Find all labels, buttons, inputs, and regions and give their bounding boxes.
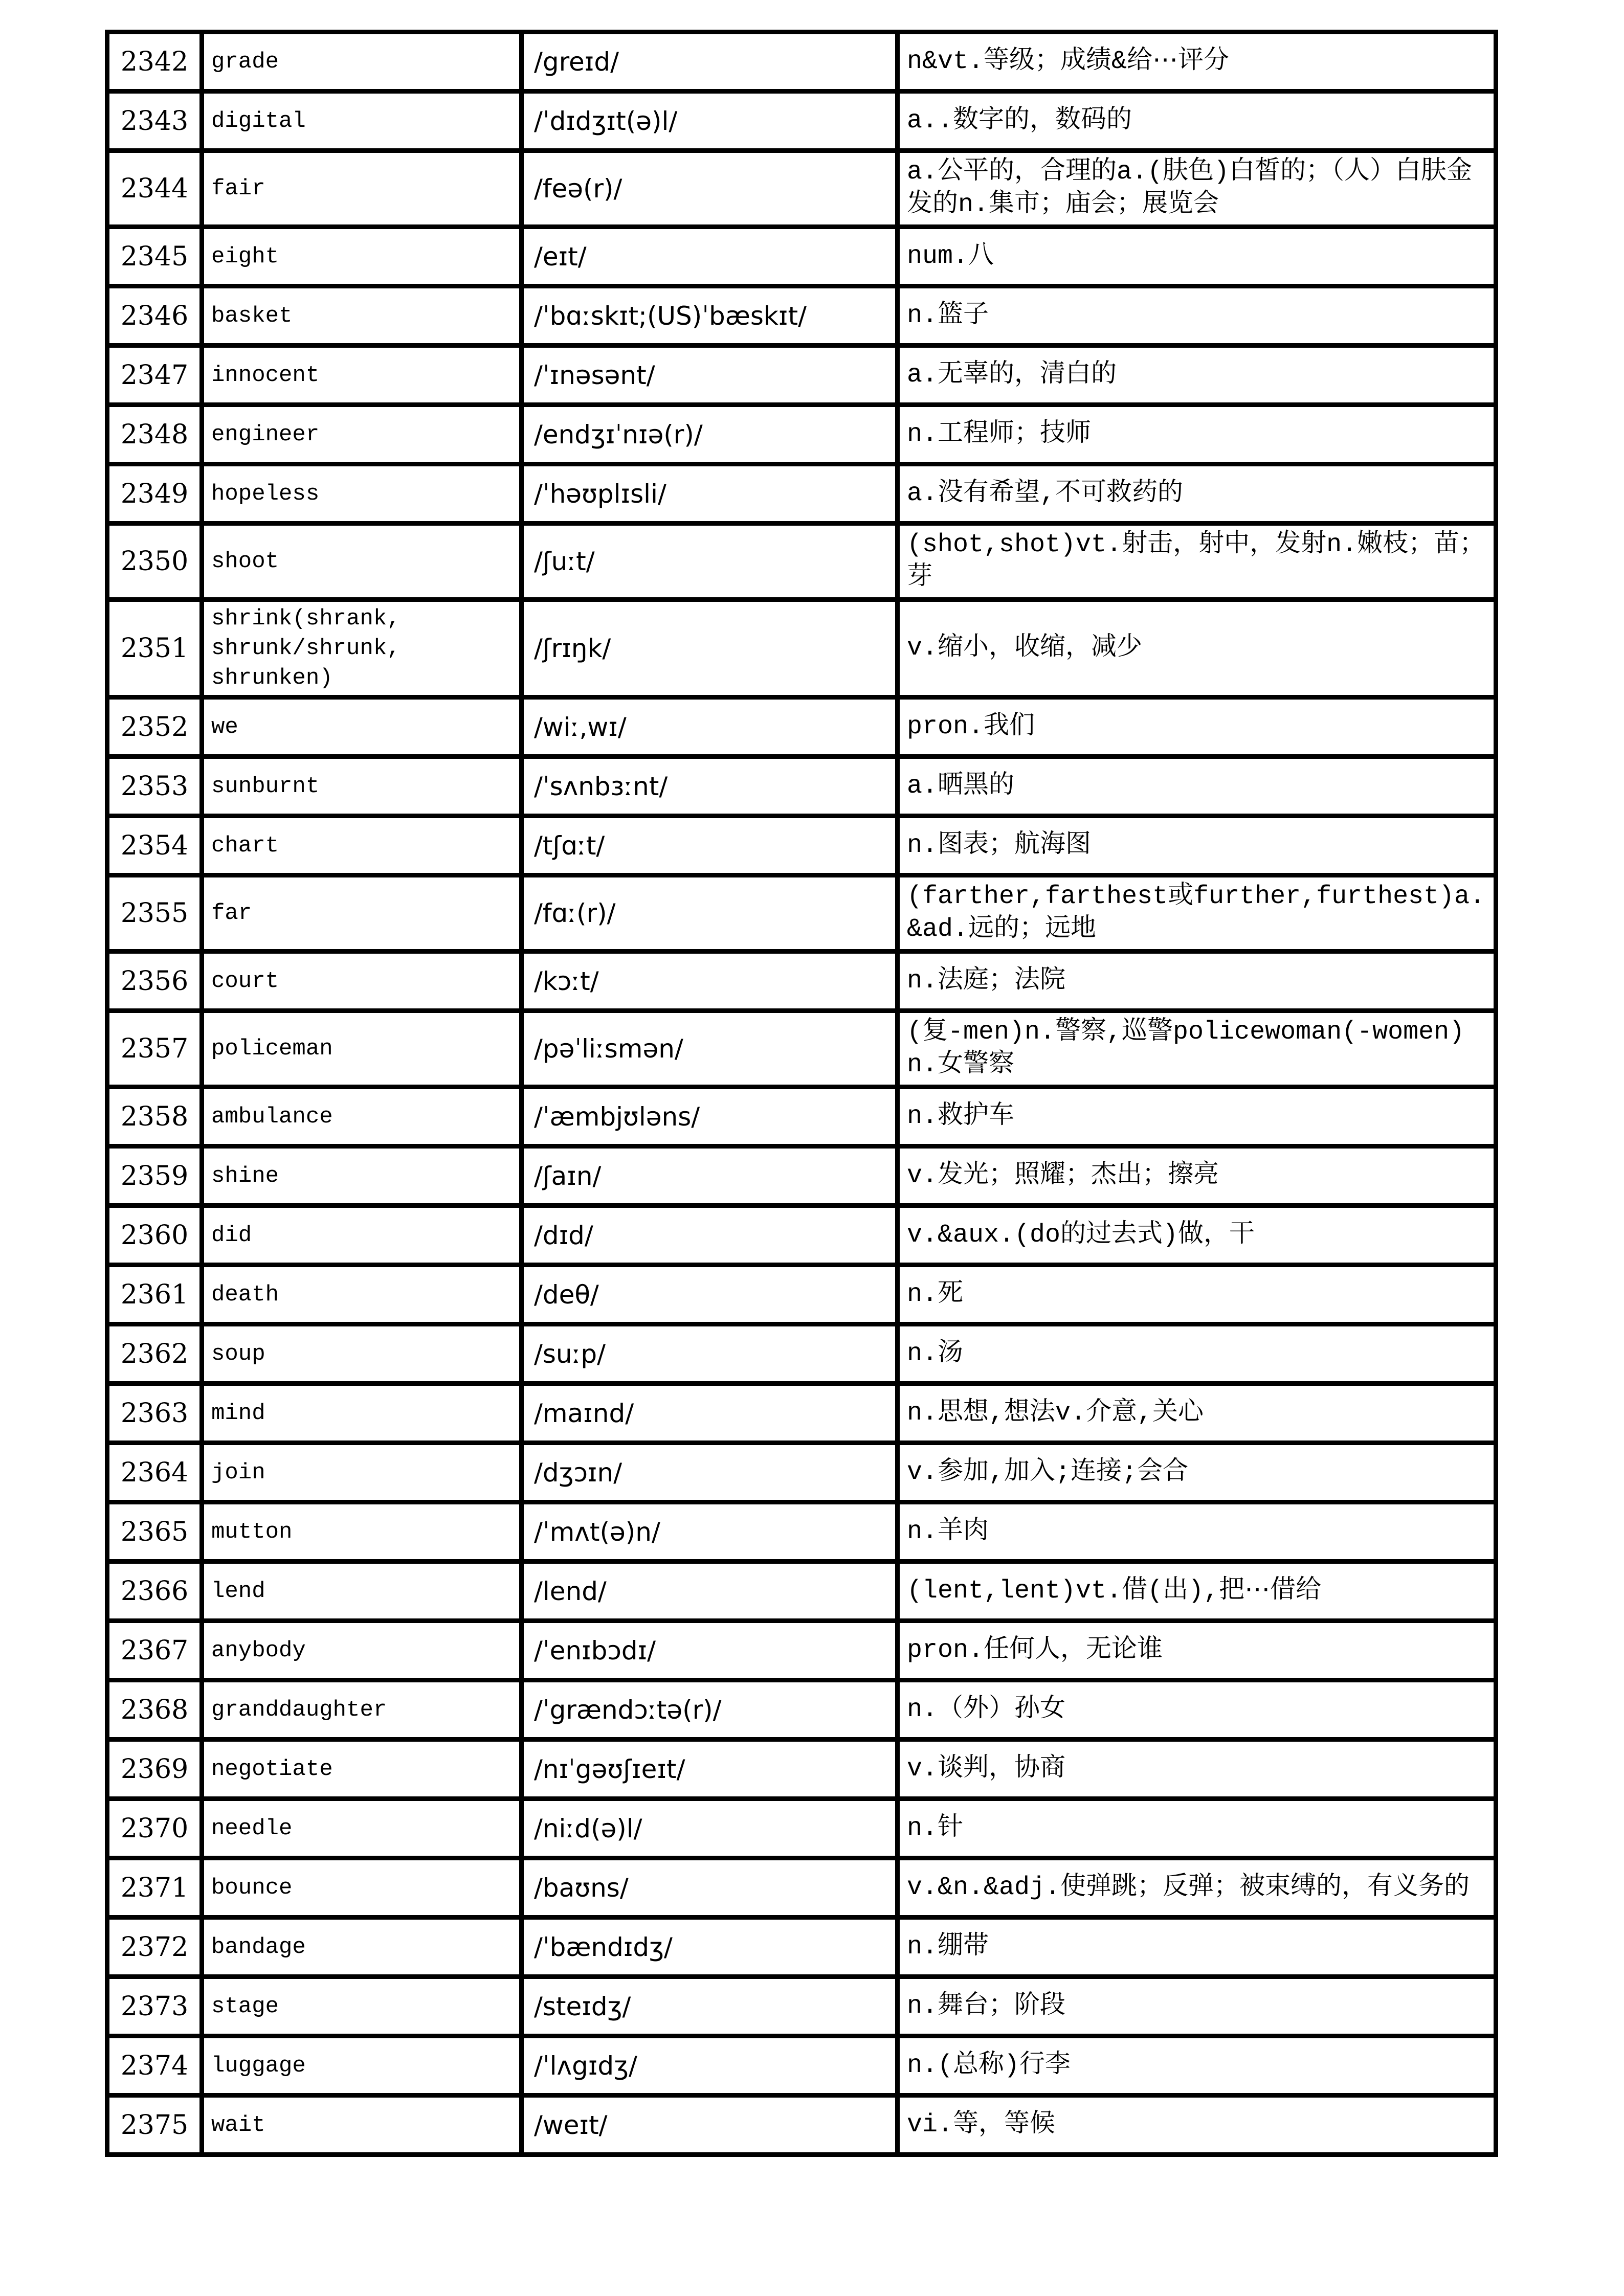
meaning-cell: num.八 [898, 227, 1496, 286]
row-index-cell: 2362 [107, 1324, 202, 1384]
phonetic-cell: /baʊns/ [522, 1858, 898, 1918]
phonetic-cell: /nɪˈgəʊʃɪeɪt/ [522, 1740, 898, 1799]
row-index-cell: 2359 [107, 1146, 202, 1206]
table-row [107, 1680, 1496, 1740]
table-row [107, 1799, 1496, 1858]
table-row [107, 816, 1496, 875]
phonetic-cell: /ʃaɪn/ [522, 1146, 898, 1206]
meaning-cell: v.谈判，协商 [898, 1740, 1496, 1799]
meaning-cell: pron.任何人，无论谁 [898, 1621, 1496, 1680]
row-index-cell: 2363 [107, 1384, 202, 1443]
row-index-cell: 2358 [107, 1087, 202, 1146]
phonetic-cell: /dɪd/ [522, 1206, 898, 1265]
row-index-cell: 2368 [107, 1680, 202, 1740]
meaning-cell: v.&n.&adj.使弹跳；反弹；被束缚的，有义务的 [898, 1858, 1496, 1918]
phonetic-cell: /lend/ [522, 1562, 898, 1621]
meaning-cell: n.工程师；技师 [898, 405, 1496, 464]
meaning-cell: n.图表；航海图 [898, 816, 1496, 875]
meaning-cell: n.羊肉 [898, 1502, 1496, 1562]
row-index-cell: 2344 [107, 151, 202, 227]
word-cell: needle [202, 1799, 522, 1858]
meaning-cell: vi.等，等候 [898, 2096, 1496, 2155]
word-cell: negotiate [202, 1740, 522, 1799]
meaning-cell: n.死 [898, 1265, 1496, 1324]
table-row [107, 1384, 1496, 1443]
row-index-cell: 2343 [107, 92, 202, 151]
row-index-cell: 2361 [107, 1265, 202, 1324]
phonetic-cell: /ˈɪnəsənt/ [522, 346, 898, 405]
phonetic-cell: /greɪd/ [522, 32, 898, 92]
word-cell: we [202, 697, 522, 757]
row-index-cell: 2369 [107, 1740, 202, 1799]
row-index-cell: 2352 [107, 697, 202, 757]
table-row [107, 227, 1496, 286]
row-index-cell: 2349 [107, 464, 202, 524]
phonetic-cell: /eɪt/ [522, 227, 898, 286]
phonetic-cell: /ˈgrændɔːtə(r)/ [522, 1680, 898, 1740]
phonetic-cell: /ˈlʌgɪdʒ/ [522, 2036, 898, 2096]
word-cell: bounce [202, 1858, 522, 1918]
word-cell: digital [202, 92, 522, 151]
word-cell: shrink(shrank, shrunk/shrunk, shrunken) [202, 600, 522, 697]
word-cell: mind [202, 1384, 522, 1443]
word-cell: chart [202, 816, 522, 875]
table-row [107, 1011, 1496, 1087]
meaning-cell: n.(总称)行李 [898, 2036, 1496, 2096]
word-cell: sunburnt [202, 757, 522, 816]
row-index-cell: 2348 [107, 405, 202, 464]
row-index-cell: 2351 [107, 600, 202, 697]
phonetic-cell: /endʒɪˈnɪə(r)/ [522, 405, 898, 464]
meaning-cell: (复-men)n.警察,巡警policewoman(-women)n.女警察 [898, 1011, 1496, 1087]
table-row [107, 524, 1496, 600]
word-cell: anybody [202, 1621, 522, 1680]
word-cell: fair [202, 151, 522, 227]
meaning-cell: (farther,farthest或further,furthest)a.&ad.远的；远地 [898, 875, 1496, 952]
meaning-cell: n.舞台；阶段 [898, 1977, 1496, 2036]
table-row [107, 2036, 1496, 2096]
word-cell: luggage [202, 2036, 522, 2096]
word-cell: stage [202, 1977, 522, 2036]
meaning-cell: v.&aux.(do的过去式)做，干 [898, 1206, 1496, 1265]
meaning-cell: n.针 [898, 1799, 1496, 1858]
table-row [107, 1977, 1496, 2036]
phonetic-cell: /ˈsʌnbɜːnt/ [522, 757, 898, 816]
meaning-cell: a.公平的，合理的a.(肤色)白皙的；（人）白肤金发的n.集市；庙会；展览会 [898, 151, 1496, 227]
word-cell: join [202, 1443, 522, 1502]
meaning-cell: v.缩小，收缩，减少 [898, 600, 1496, 697]
phonetic-cell: /ˈbɑːskɪt;(US)ˈbæskɪt/ [522, 286, 898, 346]
phonetic-cell: /maɪnd/ [522, 1384, 898, 1443]
table-row [107, 92, 1496, 151]
word-cell: lend [202, 1562, 522, 1621]
vocabulary-table [105, 30, 1498, 2157]
word-cell: hopeless [202, 464, 522, 524]
meaning-cell: v.发光；照耀；杰出；擦亮 [898, 1146, 1496, 1206]
phonetic-cell: /ʃuːt/ [522, 524, 898, 600]
phonetic-cell: /ˈdɪdʒɪt(ə)l/ [522, 92, 898, 151]
phonetic-cell: /deθ/ [522, 1265, 898, 1324]
row-index-cell: 2366 [107, 1562, 202, 1621]
word-cell: engineer [202, 405, 522, 464]
table-row [107, 1740, 1496, 1799]
vocabulary-table-body [107, 32, 1496, 2155]
row-index-cell: 2371 [107, 1858, 202, 1918]
row-index-cell: 2360 [107, 1206, 202, 1265]
phonetic-cell: /ˈhəʊplɪsli/ [522, 464, 898, 524]
table-row [107, 1858, 1496, 1918]
meaning-cell: n.思想,想法v.介意,关心 [898, 1384, 1496, 1443]
word-cell: mutton [202, 1502, 522, 1562]
word-cell: basket [202, 286, 522, 346]
phonetic-cell: /feə(r)/ [522, 151, 898, 227]
word-cell: innocent [202, 346, 522, 405]
word-cell: eight [202, 227, 522, 286]
phonetic-cell: /weɪt/ [522, 2096, 898, 2155]
phonetic-cell: /ˈmʌt(ə)n/ [522, 1502, 898, 1562]
word-cell: granddaughter [202, 1680, 522, 1740]
row-index-cell: 2367 [107, 1621, 202, 1680]
table-row [107, 1502, 1496, 1562]
row-index-cell: 2354 [107, 816, 202, 875]
meaning-cell: a.没有希望,不可救药的 [898, 464, 1496, 524]
table-row [107, 697, 1496, 757]
meaning-cell: n.绷带 [898, 1918, 1496, 1977]
meaning-cell: n.篮子 [898, 286, 1496, 346]
row-index-cell: 2353 [107, 757, 202, 816]
table-row [107, 1562, 1496, 1621]
table-row [107, 346, 1496, 405]
meaning-cell: v.参加,加入;连接;会合 [898, 1443, 1496, 1502]
row-index-cell: 2373 [107, 1977, 202, 2036]
word-cell: grade [202, 32, 522, 92]
table-row [107, 952, 1496, 1011]
phonetic-cell: /tʃɑːt/ [522, 816, 898, 875]
table-row [107, 32, 1496, 92]
table-row [107, 2096, 1496, 2155]
word-cell: ambulance [202, 1087, 522, 1146]
phonetic-cell: /wiː,wɪ/ [522, 697, 898, 757]
table-row [107, 286, 1496, 346]
phonetic-cell: /ˈenɪbɔdɪ/ [522, 1621, 898, 1680]
word-cell: death [202, 1265, 522, 1324]
row-index-cell: 2364 [107, 1443, 202, 1502]
word-cell: shine [202, 1146, 522, 1206]
phonetic-cell: /fɑː(r)/ [522, 875, 898, 952]
word-cell: policeman [202, 1011, 522, 1087]
phonetic-cell: /suːp/ [522, 1324, 898, 1384]
table-row [107, 1324, 1496, 1384]
table-row [107, 405, 1496, 464]
table-row [107, 1087, 1496, 1146]
meaning-cell: n.救护车 [898, 1087, 1496, 1146]
word-cell: bandage [202, 1918, 522, 1977]
row-index-cell: 2347 [107, 346, 202, 405]
table-row [107, 1146, 1496, 1206]
word-cell: shoot [202, 524, 522, 600]
row-index-cell: 2370 [107, 1799, 202, 1858]
table-row [107, 1918, 1496, 1977]
table-row [107, 151, 1496, 227]
word-cell: far [202, 875, 522, 952]
row-index-cell: 2365 [107, 1502, 202, 1562]
meaning-cell: n.（外）孙女 [898, 1680, 1496, 1740]
row-index-cell: 2357 [107, 1011, 202, 1087]
phonetic-cell: /ˈbændɪdʒ/ [522, 1918, 898, 1977]
meaning-cell: a.晒黑的 [898, 757, 1496, 816]
phonetic-cell: /kɔːt/ [522, 952, 898, 1011]
word-cell: court [202, 952, 522, 1011]
table-row [107, 875, 1496, 952]
phonetic-cell: /ʃrɪŋk/ [522, 600, 898, 697]
row-index-cell: 2346 [107, 286, 202, 346]
table-row [107, 464, 1496, 524]
row-index-cell: 2372 [107, 1918, 202, 1977]
meaning-cell: a..数字的，数码的 [898, 92, 1496, 151]
table-row [107, 600, 1496, 697]
table-row [107, 1443, 1496, 1502]
meaning-cell: n.法庭；法院 [898, 952, 1496, 1011]
row-index-cell: 2355 [107, 875, 202, 952]
row-index-cell: 2374 [107, 2036, 202, 2096]
row-index-cell: 2345 [107, 227, 202, 286]
phonetic-cell: /pəˈliːsmən/ [522, 1011, 898, 1087]
word-cell: did [202, 1206, 522, 1265]
table-row [107, 1621, 1496, 1680]
table-row [107, 1265, 1496, 1324]
meaning-cell: pron.我们 [898, 697, 1496, 757]
meaning-cell: n.汤 [898, 1324, 1496, 1384]
phonetic-cell: /steɪdʒ/ [522, 1977, 898, 2036]
phonetic-cell: /niːd(ə)l/ [522, 1799, 898, 1858]
table-row [107, 757, 1496, 816]
row-index-cell: 2350 [107, 524, 202, 600]
phonetic-cell: /ˈæmbjʊləns/ [522, 1087, 898, 1146]
word-cell: wait [202, 2096, 522, 2155]
meaning-cell: n&vt.等级；成绩&给⋯评分 [898, 32, 1496, 92]
meaning-cell: a.无辜的，清白的 [898, 346, 1496, 405]
row-index-cell: 2375 [107, 2096, 202, 2155]
row-index-cell: 2342 [107, 32, 202, 92]
phonetic-cell: /dʒɔɪn/ [522, 1443, 898, 1502]
word-cell: soup [202, 1324, 522, 1384]
row-index-cell: 2356 [107, 952, 202, 1011]
table-row [107, 1206, 1496, 1265]
meaning-cell: (lent,lent)vt.借(出),把⋯借给 [898, 1562, 1496, 1621]
meaning-cell: (shot,shot)vt.射击，射中，发射n.嫩枝；苗；芽 [898, 524, 1496, 600]
